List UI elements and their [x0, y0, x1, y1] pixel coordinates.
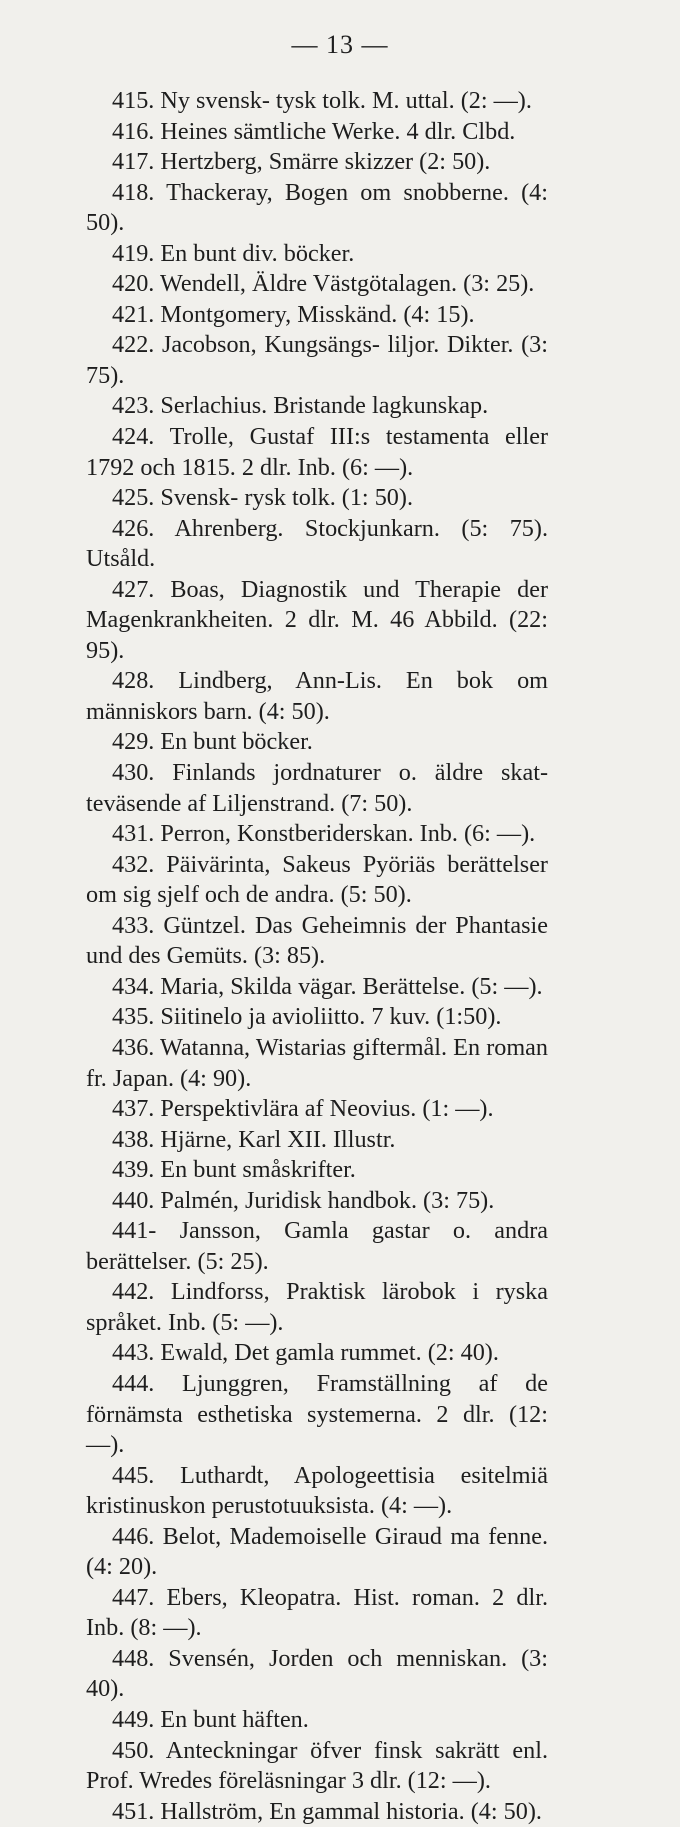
catalog-entry: 451. Hallström, En gammal historia. (4: 50).: [112, 1797, 542, 1825]
catalog-entry: 426. Ahrenberg. Stockjunkarn. (5: 75). Utsåld.: [86, 514, 548, 573]
catalog-entry: 444. Ljunggren, Framställning af de förnämsta esthetiska systemerna. 2 dlr. (12: —).: [86, 1369, 548, 1459]
catalog-entry: 420. Wendell, Äldre Västgötalagen. (3: 25).: [112, 270, 535, 298]
catalog-entry: 440. Palmén, Juridisk handbok. (3: 75).: [112, 1186, 495, 1214]
catalog-entry: 417. Hertzberg, Smärre skizzer (2: 50).: [112, 148, 491, 176]
catalog-entry: 418. Thackeray, Bogen om snobberne. (4: 50).: [86, 178, 548, 237]
catalog-entry: 431. Perron, Konstberiderskan. Inb. (6: —).: [112, 820, 536, 848]
catalog-entry: 421. Montgomery, Misskänd. (4: 15).: [112, 300, 475, 328]
catalog-entry: 419. En bunt div. böcker.: [112, 239, 355, 267]
catalog-entry: 446. Belot, Mademoiselle Giraud ma fenne. (4: 20).: [86, 1522, 548, 1581]
catalog-entry: 423. Serlachius. Bristande lagkunskap.: [112, 392, 489, 420]
catalog-entry-list: [86, 86, 548, 1827]
catalog-entry: 442. Lindforss, Praktisk lärobok i ryska språket. Inb. (5: —).: [86, 1278, 548, 1336]
catalog-entry: 429. En bunt böcker.: [112, 728, 313, 756]
catalog-entry: 415. Ny svensk- tysk tolk. M. uttal. (2: —).: [112, 87, 532, 114]
catalog-entry: 438. Hjärne, Karl XII. Illustr.: [112, 1125, 396, 1153]
catalog-entry: 439. En bunt småskrifter.: [112, 1156, 356, 1184]
catalog-entry: 432. Päivärinta, Sakeus Pyöriäs berättelser om sig sjelf och de andra. (5: 50).: [86, 850, 548, 909]
catalog-entry: 437. Perspektivlära af Neovius. (1: —).: [112, 1095, 494, 1123]
page-number: — 13 —: [291, 30, 389, 59]
catalog-entry: 435. Siitinelo ja avioliitto. 7 kuv. (1:50).: [112, 1003, 502, 1031]
catalog-entry: 449. En bunt häften.: [112, 1705, 309, 1733]
catalog-entry: 427. Boas, Diagnostik und Therapie der Magenkrankheiten. 2 dlr. M. 46 Abbild. (22: 95).: [86, 575, 548, 664]
catalog-entry: 425. Svensk- rysk tolk. (1: 50).: [112, 484, 413, 512]
catalog-entry: 447. Ebers, Kleopatra. Hist. roman. 2 dlr. Inb. (8: —).: [86, 1583, 548, 1642]
catalog-entry: 430. Finlands jordnaturer o. äldre skatteväsende af Liljenstrand. (7: 50).: [86, 759, 548, 817]
catalog-entry: 428. Lindberg, Ann-Lis. En bok om människors barn. (4: 50).: [86, 667, 548, 725]
catalog-entry: 448. Svensén, Jorden och menniskan. (3: 40).: [86, 1644, 548, 1703]
catalog-entry: 436. Watanna, Wistarias giftermål. En roman fr. Japan. (4: 90).: [86, 1033, 548, 1092]
catalog-entry: 450. Anteckningar öfver finsk sakrätt enl. Prof. Wredes föreläsningar 3 dlr. (12: —).: [86, 1736, 548, 1795]
catalog-entry: 434. Maria, Skilda vägar. Berättelse. (5: —).: [112, 972, 543, 1000]
catalog-entry: 441- Jansson, Gamla gastar o. andra berättelser. (5: 25).: [86, 1217, 548, 1275]
catalog-entry: 433. Güntzel. Das Geheimnis der Phantasie und des Gemüts. (3: 85).: [86, 911, 548, 970]
catalog-entry: 445. Luthardt, Apologeettisia esitelmiä kristinuskon perustotuuksista. (4: —).: [86, 1461, 548, 1520]
catalog-entry: 424. Trolle, Gustaf III:s testamenta eller 1792 och 1815. 2 dlr. Inb. (6: —).: [86, 423, 548, 481]
catalog-entry: 443. Ewald, Det gamla rummet. (2: 40).: [112, 1339, 499, 1367]
catalog-entry: 416. Heines sämtliche Werke. 4 dlr. Clbd.: [112, 117, 516, 145]
catalog-entry: 422. Jacobson, Kungsängs- liljor. Dikter. (3: 75).: [86, 331, 548, 389]
